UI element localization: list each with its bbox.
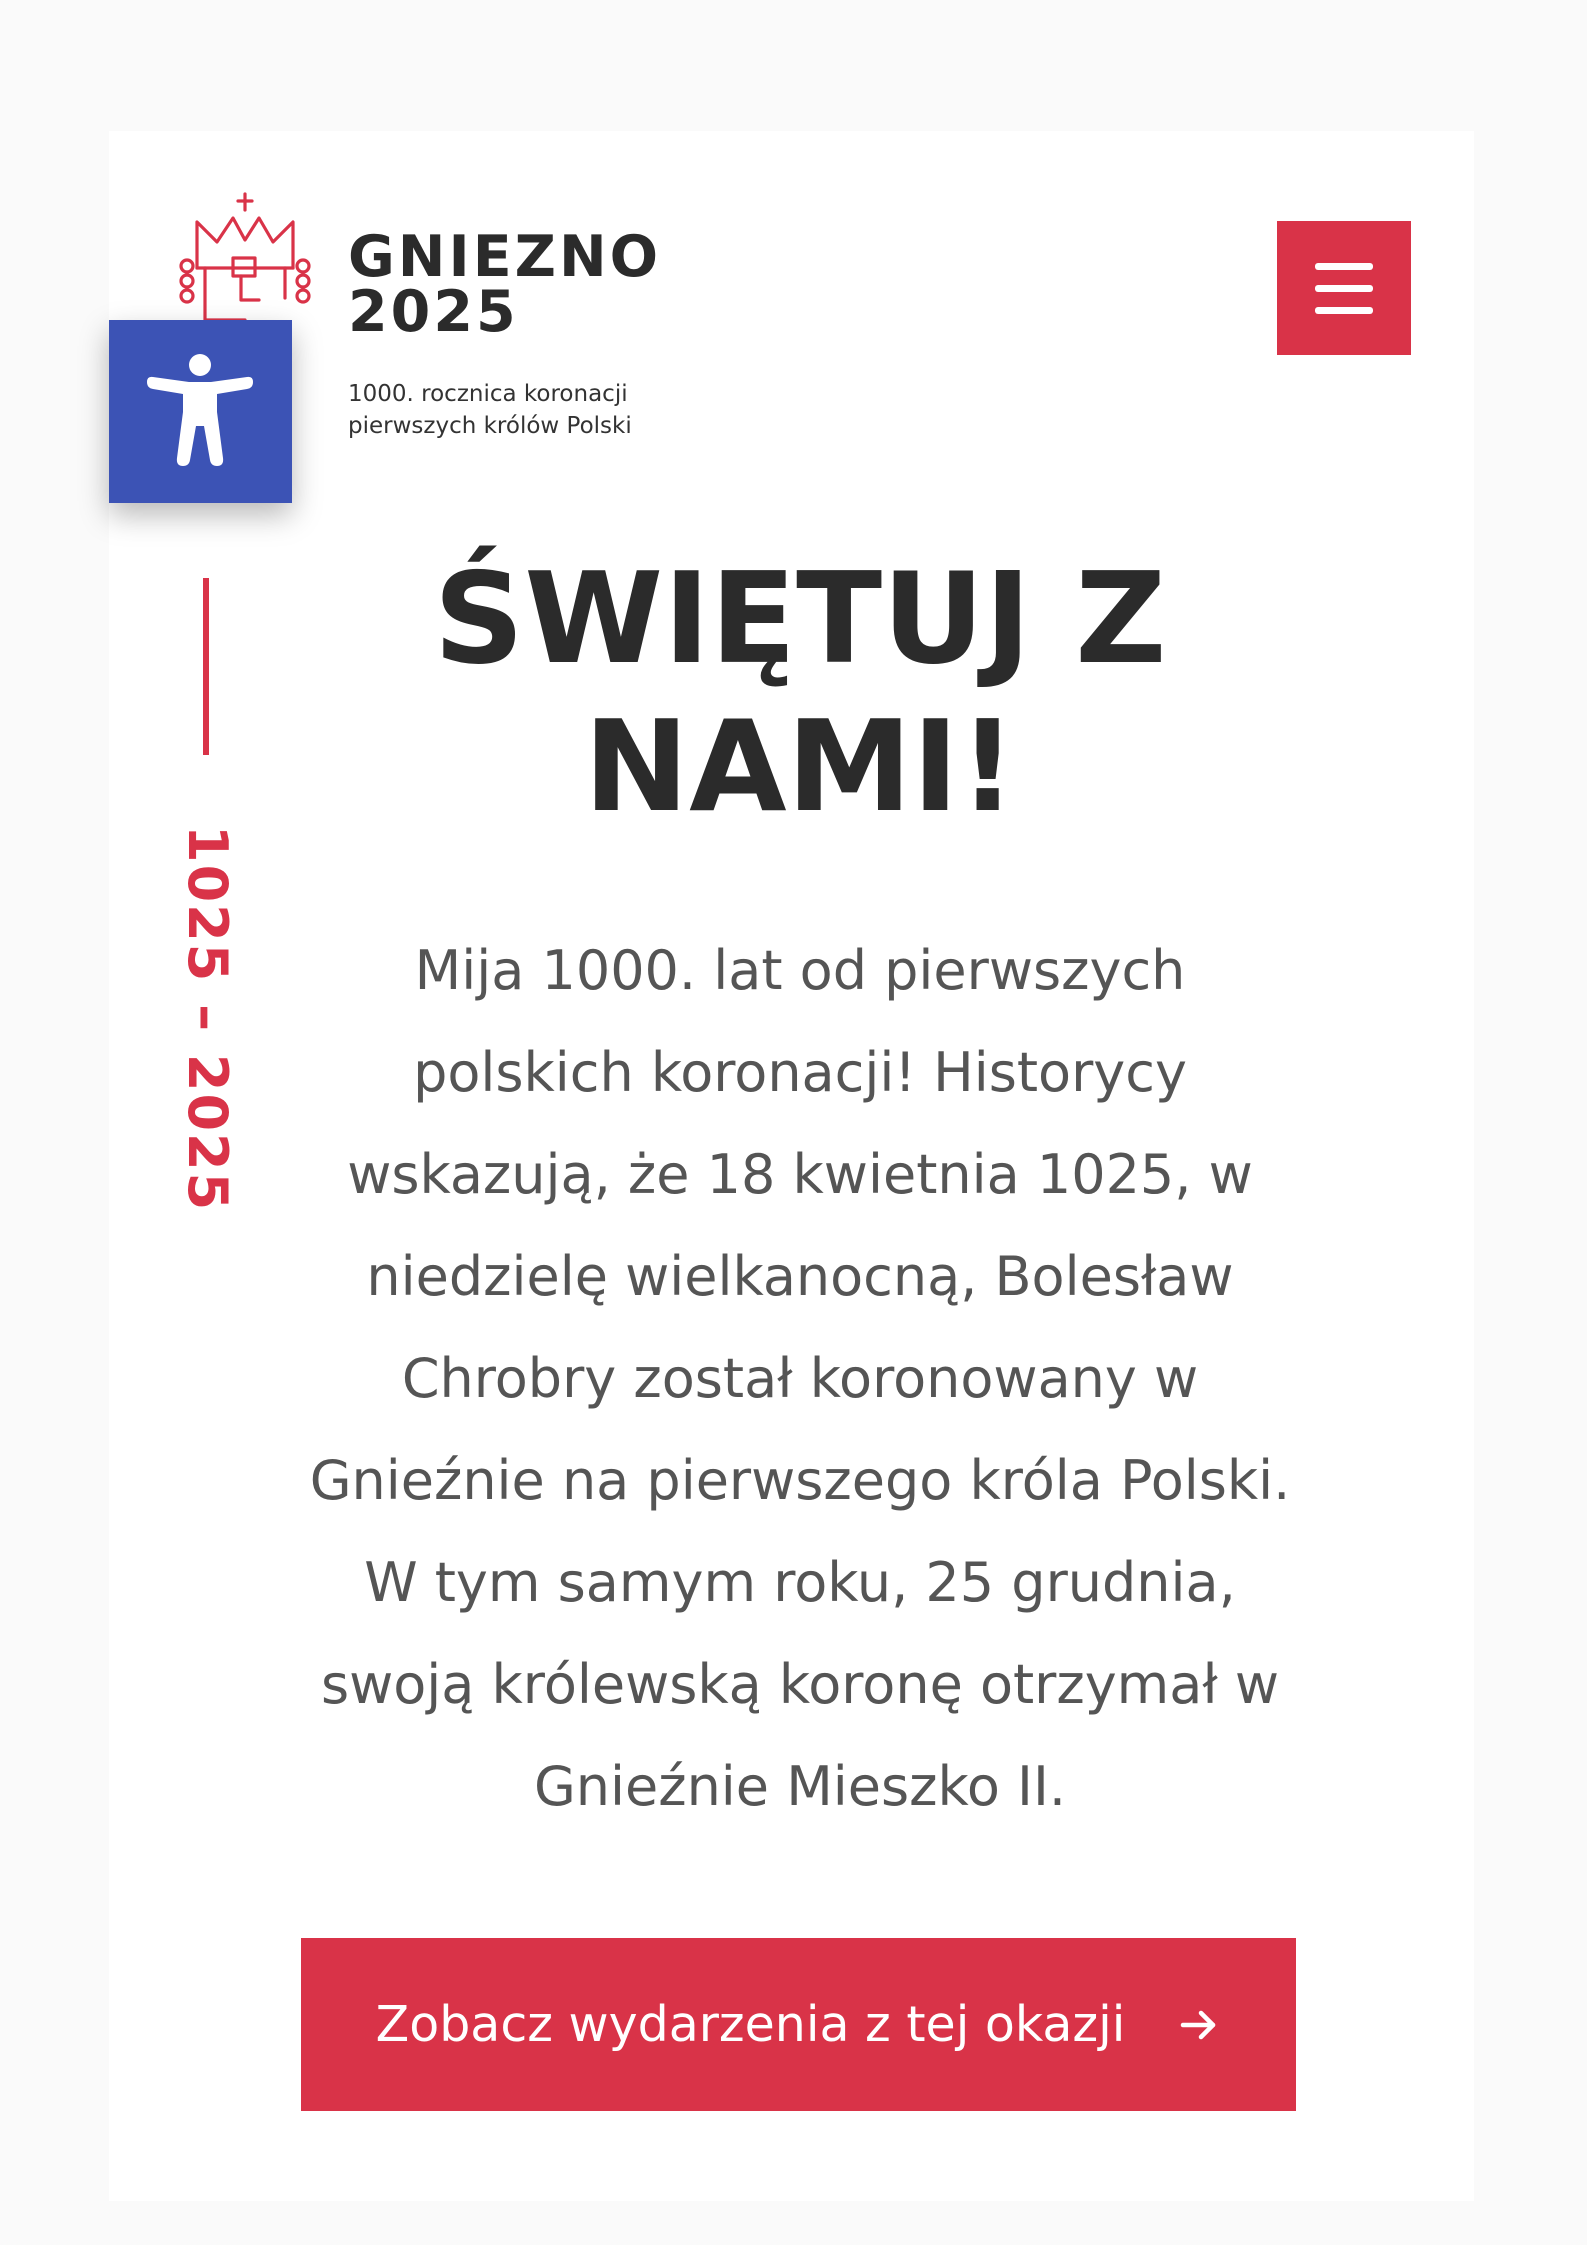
menu-button[interactable] [1277, 221, 1411, 355]
headline-line-1: ŚWIĘTUJ Z [433, 545, 1167, 692]
description-line: wskazują, że 18 kwietnia 1025, w [347, 1143, 1253, 1206]
side-divider-line [203, 578, 209, 755]
description-line: Mija 1000. lat od pierwszych [414, 939, 1186, 1002]
brand-year: 2025 [348, 279, 519, 345]
brand-name: GNIEZNO [348, 224, 662, 290]
hero-headline [330, 545, 1270, 841]
tagline-line-2: pierwszych królów Polski [348, 413, 632, 439]
headline-line-2: NAMI! [583, 693, 1017, 840]
see-events-label: Zobacz wydarzenia z tej okazji [375, 1996, 1126, 2053]
hero-description [290, 920, 1310, 1838]
brand-title[interactable] [348, 224, 662, 345]
description-line: Gnieźnie Mieszko II. [533, 1755, 1067, 1818]
brand-tagline [348, 378, 632, 442]
tagline-line-1: 1000. rocznica koronacji [348, 381, 628, 407]
description-line: Chrobry został koronowany w [401, 1347, 1199, 1410]
crowned-king-head-icon[interactable] [175, 188, 315, 338]
description-line: niedzielę wielkanocną, Bolesław [366, 1245, 1234, 1308]
see-events-button[interactable] [301, 1938, 1296, 2111]
accessibility-button[interactable] [109, 320, 292, 503]
side-years-label: 1025 – 2025 [176, 825, 239, 1213]
description-line: Gnieźnie na pierwszego króla Polski. [309, 1449, 1291, 1512]
accessibility-person-icon [109, 320, 292, 503]
description-line: W tym samym roku, 25 grudnia, [364, 1551, 1236, 1614]
description-line: swoją królewską koronę otrzymał w [320, 1653, 1280, 1716]
arrow-right-icon [1177, 2003, 1221, 2047]
description-line: polskich koronacji! Historycy [413, 1041, 1187, 1104]
